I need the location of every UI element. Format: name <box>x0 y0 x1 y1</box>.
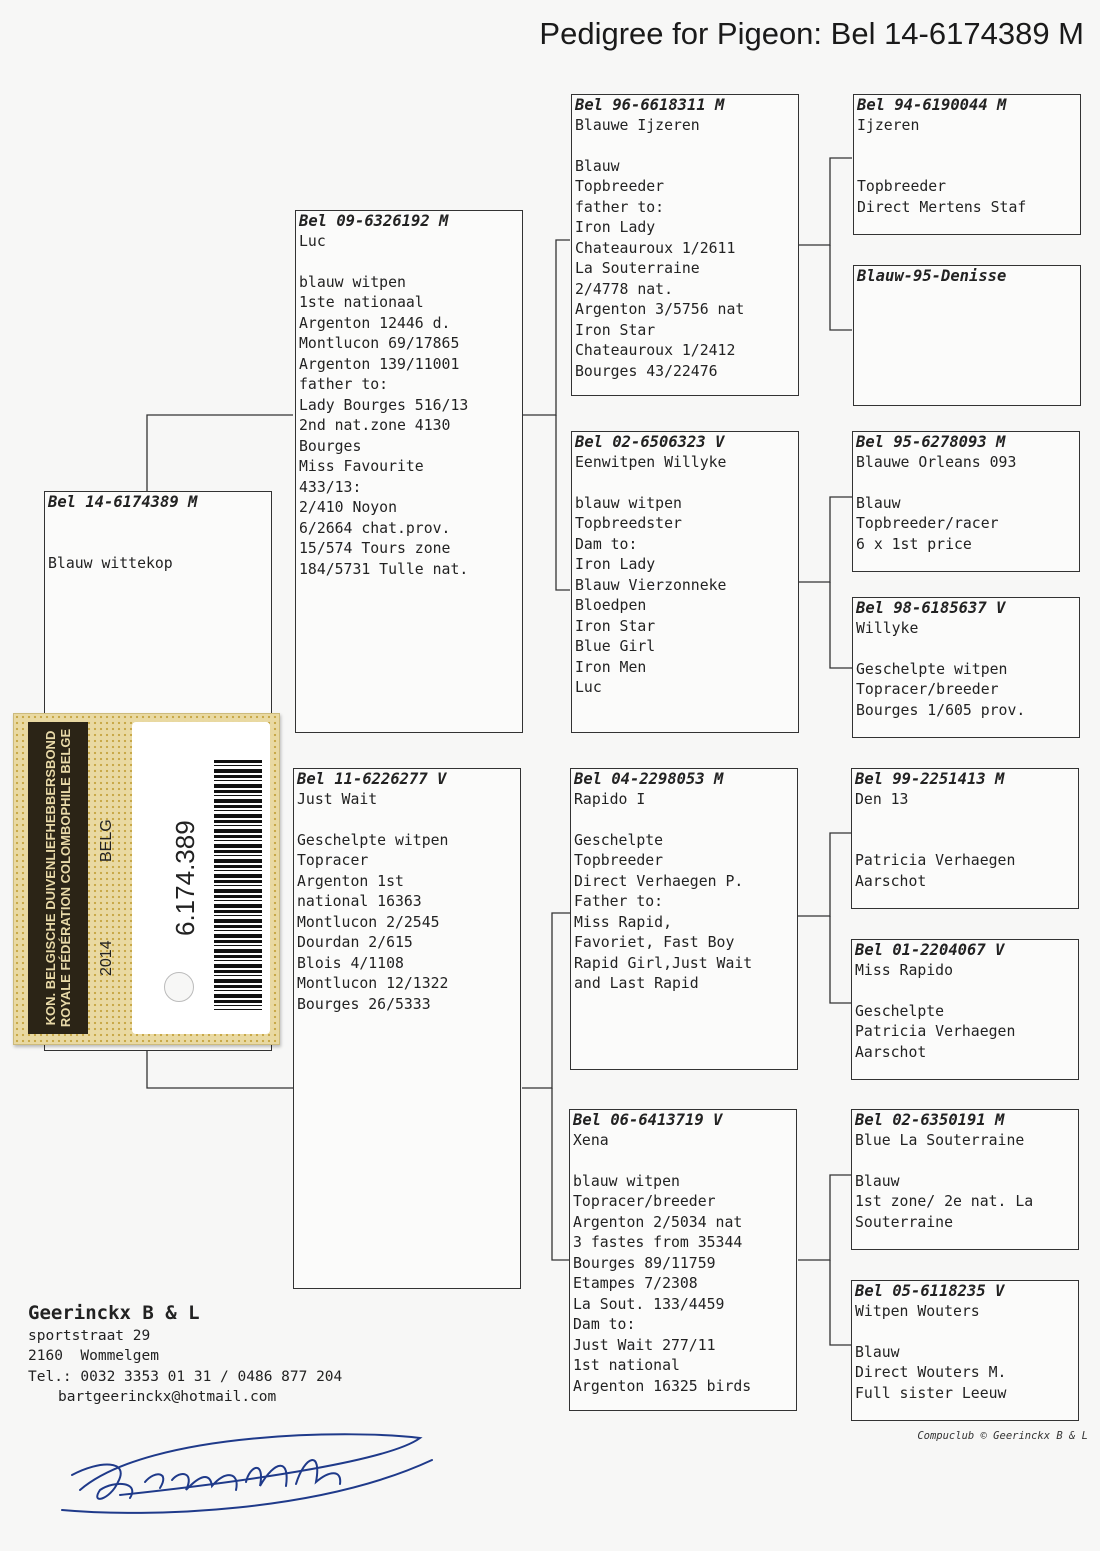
great-grandparent-card: Blauw-95-Denisse <box>853 265 1081 406</box>
grandsire-paternal-card: Bel 96-6618311 M Blauwe Ijzeren Blauw Topbreeder father to: Iron Lady Chateauroux 1/2611 La Souterraine 2/4778 nat. Argenton 3/5756 nat Iron Star Chateauroux 1/2412 Bourges 43/22476 <box>571 94 799 396</box>
ring-ownership-card <box>13 713 280 1045</box>
owner-name: Geerinckx B & L <box>28 1302 200 1324</box>
sire-ring: Bel 09-6326192 M <box>299 212 449 230</box>
dam-ring: Bel 11-6226277 V <box>297 770 447 788</box>
owner-email: bartgeerinckx@hotmail.com <box>58 1388 277 1405</box>
great-grandparent-card: Bel 98-6185637 V Willyke Geschelpte witpen Topracer/breeder Bourges 1/605 prov. <box>852 597 1080 738</box>
great-grandparent-card: Bel 95-6278093 M Blauwe Orleans 093 Blauw Topbreeder/racer 6 x 1st price <box>852 431 1080 572</box>
page-title: Pedigree for Pigeon: Bel 14-6174389 M <box>539 16 1084 51</box>
subject-color: Blauw wittekop <box>48 554 173 572</box>
subject-ring: Bel 14-6174389 M <box>48 493 198 511</box>
owner-details <box>28 1300 342 1407</box>
ring-year: 2014 <box>98 940 115 976</box>
granddam-paternal-card: Bel 02-6506323 V Eenwitpen Willyke blauw witpen Topbreedster Dam to: Iron Lady Blauw Vierzonneke Bloedpen Iron Star Blue Girl Iron Men Luc <box>571 431 799 733</box>
sire-card: Bel 09-6326192 M Luc blauw witpen 1ste nationaal Argenton 12446 d. Montlucon 69/17865 Argenton 139/11001 father to: Lady Bourges 516/13 2nd nat.zone 4130 Bourges Miss Favourite 433/13: 2/410 Noyon 6/2664 chat.prov. 15/574 Tours zone 184/5731 Tulle nat. <box>295 210 523 733</box>
great-grandparent-card: Bel 01-2204067 V Miss Rapido Geschelpte Patricia Verhaegen Aarschot <box>851 939 1079 1080</box>
great-grandparent-card: Bel 05-6118235 V Witpen Wouters Blauw Direct Wouters M. Full sister Leeuw <box>851 1280 1079 1421</box>
owner-street: sportstraat 29 <box>28 1328 151 1344</box>
ring-number: 6.174.389 <box>170 820 200 936</box>
great-grandparent-card: Bel 94-6190044 M Ijzeren Topbreeder Direct Mertens Staf <box>853 94 1081 235</box>
granddam-maternal-card: Bel 06-6413719 V Xena blauw witpen Topracer/breeder Argenton 2/5034 nat 3 fastes from 35344 Bourges 89/11759 Etampes 7/2308 La Sout. 133/4459 Dam to: Just Wait 277/11 1st national Argenton 16325 birds <box>569 1109 797 1411</box>
ring-country: BELG <box>98 819 115 862</box>
software-credit: Compuclub © Geerinckx B & L <box>917 1430 1088 1442</box>
dam-card: Bel 11-6226277 V Just Wait Geschelpte witpen Topracer Argenton 1st national 16363 Montlucon 2/2545 Dourdan 2/615 Blois 4/1108 Montlucon 12/1322 Bourges 26/5333 <box>293 768 521 1289</box>
federation-band: KON. BELGISCHE DUIVENLIEFHEBBERSBOND ROYALE FÉDÉRATION COLOMBOPHILE BELGE <box>28 722 88 1034</box>
owner-city: 2160 Wommelgem <box>28 1348 159 1365</box>
grandsire-maternal-card: Bel 04-2298053 M Rapido I Geschelpte Topbreeder Direct Verhaegen P. Father to: Miss Rapid, Favoriet, Fast Boy Rapid Girl,Just Wait and Last Rapid <box>570 768 798 1070</box>
signature <box>60 1420 440 1530</box>
great-grandparent-card: Bel 99-2251413 M Den 13 Patricia Verhaegen Aarschot <box>851 768 1079 909</box>
punch-hole <box>164 972 194 1002</box>
great-grandparent-card: Bel 02-6350191 M Blue La Souterraine Blauw 1st zone/ 2e nat. La Souterraine <box>851 1109 1079 1250</box>
owner-phone: Tel.: 0032 3353 01 31 / 0486 877 204 <box>28 1368 343 1385</box>
barcode <box>214 760 262 1010</box>
